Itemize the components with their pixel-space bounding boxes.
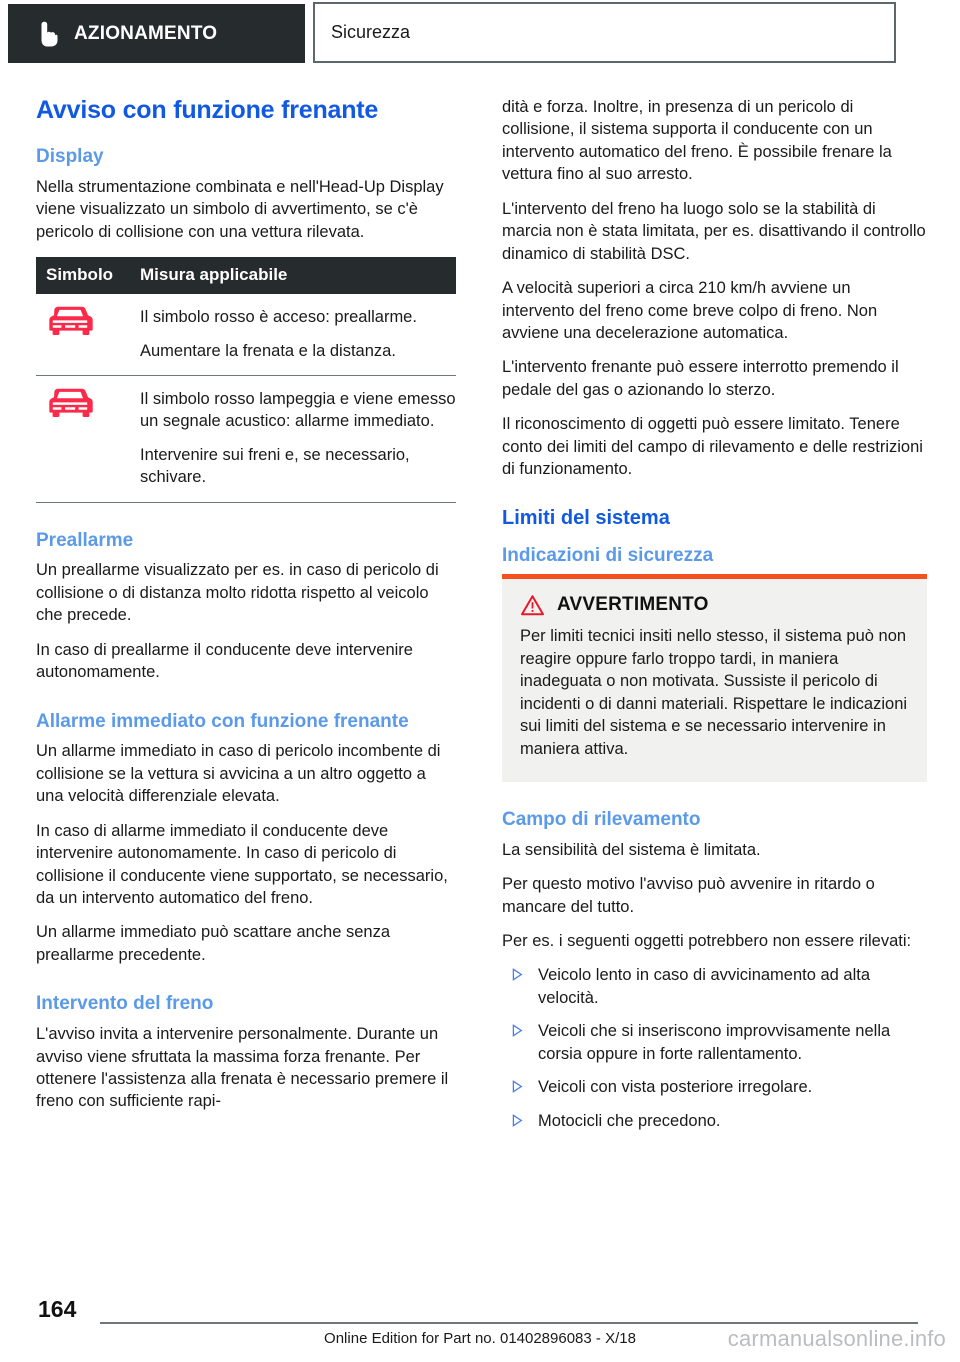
table-cell-line: Il simbolo rosso è acceso: preallarme.: [140, 308, 417, 327]
list-item: [502, 1020, 927, 1065]
heading-campo-rilevamento: Campo di rilevamento: [502, 808, 701, 830]
triangle-bullet-icon: [512, 1024, 523, 1037]
page-number: 164: [38, 1296, 77, 1322]
heading-preallarme: Preallarme: [36, 529, 134, 551]
table-cell-line: Il simbolo rosso lampeggia e viene emesso un segnale acustico: allarme immediato.: [140, 389, 456, 431]
warning-box: [502, 574, 927, 782]
heading-display: Display: [36, 146, 104, 167]
car-front-icon: [42, 388, 98, 418]
paragraph-allarme-3: Un allarme immediato può scattare anche senza preallarme precedente.: [36, 923, 391, 964]
list-item-label: Veicoli con vista posteriore irregolare.: [538, 1078, 813, 1097]
list-item-label: Veicolo lento in caso di avvicinamento ad alta velocità.: [538, 966, 871, 1007]
table-row: [36, 375, 456, 502]
table-cell-line: Intervenire sui freni e, se necessario, schivare.: [140, 445, 410, 487]
table-cell-line: Aumentare la frenata e la distanza.: [140, 341, 396, 360]
header-tab-label: AZIONAMENTO: [74, 22, 218, 44]
warning-header: [520, 594, 909, 616]
paragraph-allarme-2: In caso di allarme immediato il conducente deve intervenire autonomamente. In caso di pericolo di collisione il conducente viene supportato, se necessario, da un intervento automatico del freno.: [36, 821, 448, 907]
table-row: [36, 294, 456, 375]
header-section-box: [313, 2, 896, 63]
symbol-table-body: [36, 294, 456, 502]
edition-note: Online Edition for Part no. 01402896083 - X/18: [324, 1330, 636, 1347]
table-header-row: [36, 257, 456, 294]
page-title: Avviso con funzione frenante: [36, 96, 379, 124]
right-column: [502, 96, 927, 1143]
heading-limiti-sistema: Limiti del sistema: [502, 506, 670, 529]
car-front-icon: [42, 306, 98, 336]
table-cell-symbol: [36, 375, 138, 502]
detection-limits-list: [502, 964, 927, 1132]
list-item: [502, 964, 927, 1009]
page-columns: [0, 96, 960, 1143]
warning-title: AVVERTIMENTO: [557, 594, 709, 616]
hand-pointing-icon: [36, 21, 58, 47]
header-section-tab[interactable]: [8, 4, 305, 63]
warning-triangle-icon: [520, 594, 545, 616]
list-item: [502, 1110, 927, 1132]
paragraph-continued-4: L'intervento frenante può essere interrotto premendo il pedale del gas o azionando lo sterzo.: [502, 358, 899, 399]
page-header: [0, 0, 960, 70]
table-cell-measure: [138, 375, 456, 502]
paragraph-continued-3: A velocità superiori a circa 210 km/h avviene un intervento del freno come breve colpo di freno. Non avviene una decelerazione automatica.: [502, 279, 878, 342]
paragraph-preallarme-2: In caso di preallarme il conducente deve intervenire autonomamente.: [36, 640, 413, 682]
column-header-measure: Misura applicabile: [138, 257, 456, 294]
page-footer: [0, 1282, 960, 1362]
triangle-bullet-icon: [512, 1114, 523, 1127]
paragraph-campo-2: Per questo motivo l'avviso può avvenire in ritardo o mancare del tutto.: [502, 875, 875, 916]
paragraph-allarme-1: Un allarme immediato in caso di pericolo incombente di collisione se la vettura si avvicina a un altro oggetto a una velocità differenziale elevata.: [36, 742, 441, 806]
header-section-label: Sicurezza: [331, 22, 411, 42]
footer-divider: [100, 1322, 918, 1324]
heading-indicazioni-sicurezza: Indicazioni di sicurezza: [502, 544, 714, 566]
warning-text: Per limiti tecnici insiti nello stesso, il sistema può non reagire oppure farlo troppo tardi, in maniera inadeguata o non motivata. Sussiste il pericolo di incidenti o di danni materiali. Rispettare le indicazioni sui limiti del sistema e se necessario intervenire in maniera attiva.: [520, 627, 908, 758]
triangle-bullet-icon: [512, 1080, 523, 1093]
paragraph-preallarme-1: Un preallarme visualizzato per es. in caso di pericolo di collisione o di distanza molto ridotta rispetto al veicolo che precede.: [36, 561, 439, 625]
paragraph-continued-2: L'intervento del freno ha luogo solo se la stabilità di marcia non è stata limitata, per es. disattivando il controllo dinamico di stabilità DSC.: [502, 199, 926, 263]
left-column: [36, 96, 456, 1143]
paragraph-campo-3: Per es. i seguenti oggetti potrebbero non essere rilevati:: [502, 932, 912, 950]
paragraph-intervento-1: L'avviso invita a intervenire personalmente. Durante un avviso viene sfruttata la massima forza frenante. Per ottenere l'assistenza alla frenata è necessario premere il freno con sufficiente rapi-: [36, 1025, 449, 1111]
list-item-label: Veicoli che si inseriscono improvvisamente nella corsia oppure in forte rallentamento.: [538, 1022, 891, 1063]
column-header-symbol: Simbolo: [36, 257, 138, 294]
triangle-bullet-icon: [512, 968, 523, 981]
symbol-table: [36, 257, 456, 503]
list-item: [502, 1076, 927, 1098]
list-item-label: Motocicli che precedono.: [538, 1111, 721, 1130]
paragraph-campo-1: La sensibilità del sistema è limitata.: [502, 840, 761, 859]
site-watermark: carmanualsonline.info: [727, 1326, 946, 1351]
table-cell-symbol: [36, 294, 138, 375]
paragraph-display-1: Nella strumentazione combinata e nell'Head-Up Display viene visualizzato un simbolo di avvertimento, se c'è pericolo di collisione con una vettura rilevata.: [36, 177, 444, 241]
heading-intervento-freno: Intervento del freno: [36, 993, 214, 1015]
table-cell-measure: [138, 294, 456, 375]
symbol-table-header: [36, 257, 456, 294]
heading-allarme-immediato: Allarme immediato con funzione frenante: [36, 710, 409, 732]
paragraph-continued-5: Il riconoscimento di oggetti può essere limitato. Tenere conto dei limiti del campo di rilevamento e delle restrizioni di funzionamento.: [502, 415, 923, 479]
paragraph-continued-1: dità e forza. Inoltre, in presenza di un pericolo di collisione, il sistema supporta il conducente con un intervento automatico del freno. È possibile frenare la vettura fino al suo arresto.: [502, 98, 892, 184]
